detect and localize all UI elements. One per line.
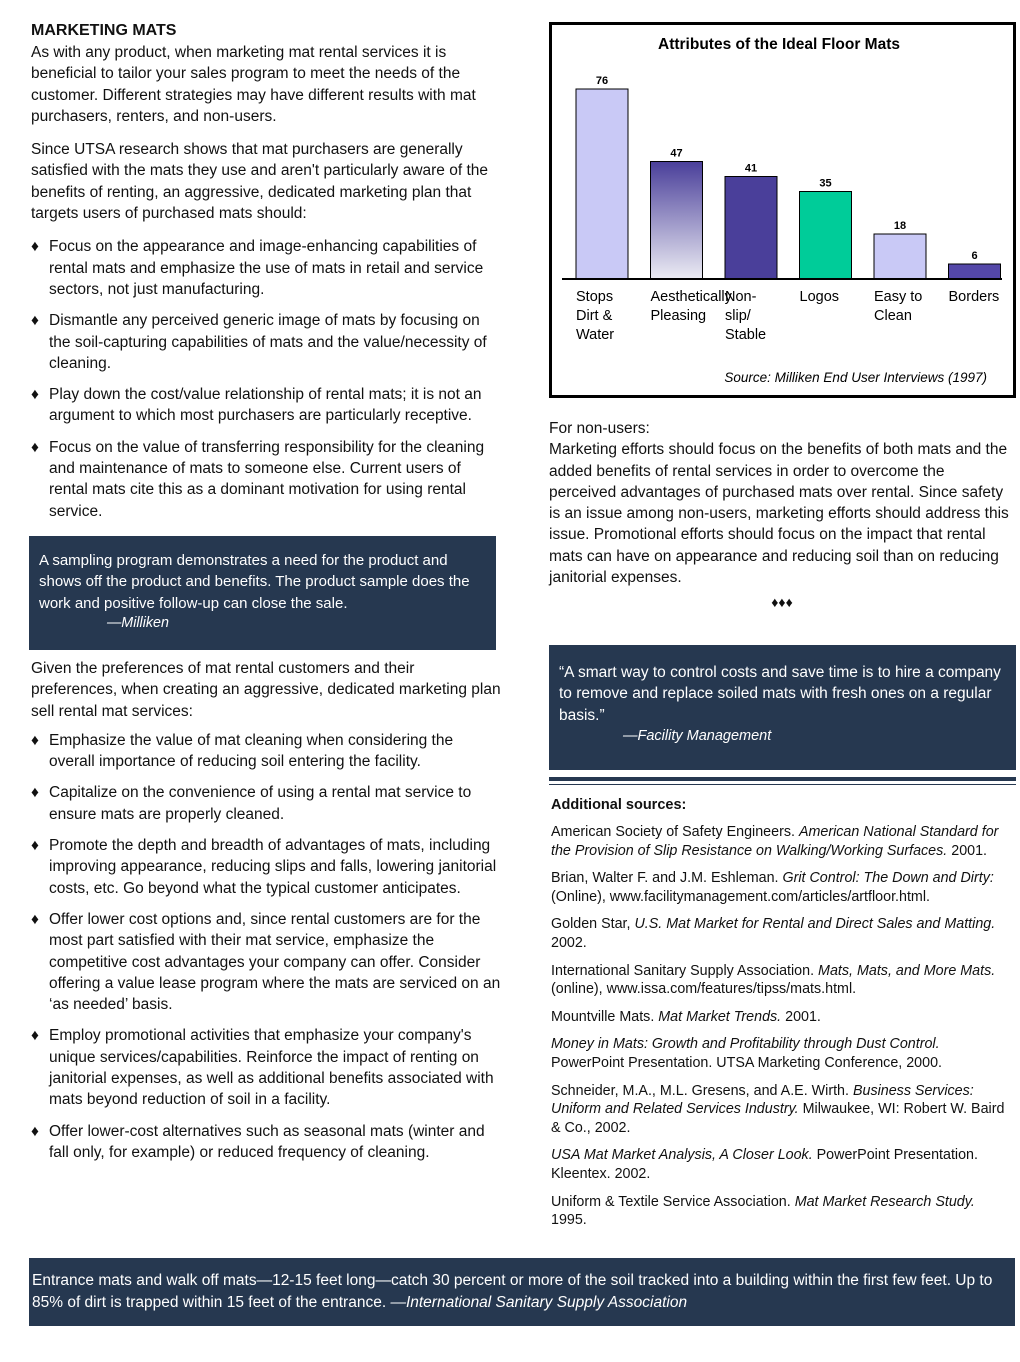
- source-entry: [551, 1082, 1014, 1138]
- bullet-item: [31, 384, 501, 427]
- bullet-item: [31, 437, 501, 522]
- bullet-item: [31, 730, 501, 773]
- chart-category-label: Stops Dirt & Water: [576, 289, 615, 343]
- source-title: USA Mat Market Analysis, A Closer Look.: [551, 1147, 813, 1164]
- chart-title: Attributes of the Ideal Floor Mats: [658, 36, 900, 53]
- bullet-diamond-icon: ♦: [31, 784, 39, 802]
- sources-section: [551, 795, 1014, 1239]
- bullet-item: [31, 1121, 501, 1164]
- chart-source: Source: Milliken End User Interviews (1997): [724, 370, 987, 385]
- purchaser-bullet-list: [31, 236, 501, 522]
- source-author: International Sanitary Supply Association.: [551, 962, 819, 979]
- source-details: PowerPoint Presentation. Kleentex. 2002.: [551, 1147, 978, 1182]
- source-title: American National Standard for the Provision of Slip Resistance on Walking/Working Surfaces.: [551, 824, 999, 859]
- bullet-diamond-icon: ♦: [31, 438, 39, 456]
- bullet-item: [31, 835, 501, 899]
- source-title: Business Services: Uniform and Related Services Industry.: [551, 1082, 974, 1118]
- bullet-item: [31, 909, 501, 1015]
- bullet-text: Focus on the value of transferring responsibility for the cleaning and maintenance of mats to someone else. Current users of rental mats cite this as a dominant motivation for using rental service.: [49, 438, 485, 520]
- facility-management-quote-box: [549, 645, 1016, 770]
- chart-category-label: Aesthetically Pleasing: [650, 289, 732, 324]
- source-title: Mat Market Trends.: [658, 1008, 782, 1025]
- bullet-text: Capitalize on the convenience of using a rental mat service to ensure mats are properly cleaned.: [49, 784, 472, 823]
- bullet-text: Promote the depth and breadth of advantages of mats, including improving appearance, reducing slips and falls, lowering janitorial costs, etc. Go beyond what the typical customer anticipates.: [49, 837, 497, 897]
- milliken-quote-attribution: —Milliken: [107, 614, 169, 631]
- bullet-text: Focus on the appearance and image-enhancing capabilities of rental mats and emphasize the use of mats in retail and service sectors, not just manufacturing.: [49, 238, 484, 298]
- chart-bar: [800, 192, 852, 280]
- chart-data-label: 76: [595, 75, 609, 87]
- footer-fact-box: [29, 1258, 1015, 1326]
- source-entry: [551, 1008, 1014, 1027]
- source-entry: [551, 915, 1014, 952]
- bullet-diamond-icon: ♦: [31, 386, 39, 404]
- source-details: (Online), www.facilitymanagement.com/articles/artfloor.html.: [551, 888, 930, 905]
- source-title: Grit Control: The Down and Dirty:: [782, 870, 994, 887]
- bullet-item: [31, 1025, 501, 1110]
- source-entry: [551, 1193, 1014, 1230]
- source-details: Milwaukee, WI: Robert W. Baird & Co., 2002.: [551, 1101, 1005, 1136]
- footer-attribution: —International Sanitary Supply Association: [390, 1293, 688, 1311]
- bullet-text: Dismantle any perceived generic image of mats by focusing on the soil-capturing capabilities of mats and the value/necessity of cleaning.: [49, 312, 487, 372]
- chart-bar: [651, 162, 703, 280]
- source-details: 2002.: [551, 934, 587, 951]
- nonusers-heading: For non-users:: [549, 420, 650, 437]
- section-title: MARKETING MATS: [31, 22, 177, 39]
- chart-category-label: Logos: [799, 289, 840, 305]
- bar-chart: [549, 22, 1016, 398]
- chart-data-label: 41: [744, 162, 758, 175]
- bullet-text: Play down the cost/value relationship of rental mats; it is not an argument to which most purchasers are particularly receptive.: [49, 386, 482, 425]
- source-author: American Society of Safety Engineers.: [551, 824, 799, 840]
- bullet-diamond-icon: ♦: [31, 1027, 39, 1045]
- source-author: Schneider, M.A., M.L. Gresens, and A.E. Wirth.: [551, 1082, 853, 1099]
- source-title: U.S. Mat Market for Rental and Direct Sales and Matting.: [634, 916, 996, 933]
- bullet-diamond-icon: ♦: [31, 910, 39, 928]
- source-details: PowerPoint Presentation. UTSA Marketing Conference, 2000.: [551, 1054, 942, 1071]
- bullet-text: Offer lower cost options and, since rental customers are for the most part satisfied with their mat service, emphasize the competitive cost advantages your company can offer. Consider offering a value lease program where the mats are serviced on an ‘as needed’ basis.: [49, 910, 501, 1014]
- source-author: Brian, Walter F. and J.M. Eshleman.: [551, 870, 783, 887]
- chart-data-label: 47: [670, 147, 683, 160]
- intro-paragraph: As with any product, when marketing mat rental services it is beneficial to tailor your sales program to meet the needs of the customer. Different strategies may have different results with mat purchasers, renters, and non-users.: [31, 44, 476, 125]
- source-author: Golden Star,: [551, 916, 635, 933]
- facility-quote-text: “A smart way to control costs and save time is to hire a company to remove and replace soiled mats with fresh ones on a regular basis.”: [559, 664, 1001, 724]
- footer-text: Entrance mats and walk off mats—12-15 feet long—catch 30 percent or more of the soil tracked into a building within the first few feet. Up to 85% of dirt is trapped within 15 feet of the entrance.: [32, 1272, 993, 1311]
- source-author: Uniform & Textile Service Association.: [551, 1193, 795, 1210]
- bullet-diamond-icon: ♦: [31, 1122, 39, 1140]
- chart-bar: [949, 264, 1001, 279]
- renters-paragraph: Given the preferences of mat rental customers and their preferences, when creating an aggressive, dedicated marketing plan sell rental mat services:: [31, 659, 501, 720]
- bullet-diamond-icon: ♦: [31, 731, 39, 749]
- chart-svg: [552, 25, 1013, 395]
- source-details: (online), www.issa.com/features/tipss/mats.html.: [551, 981, 857, 998]
- bullet-item: [31, 236, 501, 300]
- source-entry: [551, 1146, 1014, 1183]
- chart-bar: [725, 177, 777, 280]
- chart-data-label: 6: [971, 250, 978, 262]
- source-title: Money in Mats: Growth and Profitability through Dust Control.: [551, 1036, 940, 1053]
- source-entry: [551, 962, 1014, 999]
- chart-category-label: Non-slip/ Stable: [725, 289, 767, 343]
- facility-quote-attribution: —Facility Management: [623, 727, 772, 744]
- chart-bar: [576, 89, 628, 279]
- bullet-text: Offer lower-cost alternatives such as seasonal mats (winter and fall only, for example) or reduced frequency of cleaning.: [49, 1122, 485, 1161]
- source-entry: [551, 823, 1014, 860]
- bullet-diamond-icon: ♦: [31, 238, 39, 256]
- nonusers-paragraph: Marketing efforts should focus on the benefits of both mats and the added benefits of rental services in order to overcome the perceived advantages of purchased mats over rental. Since safety is an issue among non-users, marketing efforts should address this issue. Promotional efforts should focus on the impact that rental mats can have on appearance and reducing soil than on reducing janitorial expenses.: [549, 441, 1009, 587]
- milliken-quote-box: [29, 536, 496, 650]
- bullet-text: Employ promotional activities that emphasize your company's unique services/capabilities. Reinforce the impact of renting on janitorial expenses, as well as additional benefits associated with mats beyond reduction of soil in a facility.: [49, 1027, 494, 1109]
- left-column: [31, 20, 501, 1163]
- diamond-separator: ♦♦♦: [771, 594, 793, 611]
- bullet-item: [31, 782, 501, 825]
- chart-category-label: Easy to Clean: [874, 289, 923, 324]
- source-author: Mountville Mats.: [551, 1008, 659, 1025]
- right-column: [549, 418, 1015, 612]
- source-details: 1995.: [551, 1212, 587, 1229]
- source-details: 2001.: [781, 1008, 821, 1025]
- purchasers-paragraph: Since UTSA research shows that mat purchasers are generally satisfied with the mats they use and aren't particularly aware of the benefits of renting, an aggressive, dedicated marketing plan that targets users of purchased mats should:: [31, 141, 489, 223]
- bullet-diamond-icon: ♦: [31, 312, 39, 330]
- source-entry: [551, 869, 1014, 906]
- bullet-item: [31, 310, 501, 374]
- renter-bullet-list: [31, 730, 501, 1163]
- source-details: 2001.: [947, 842, 988, 859]
- chart-bar: [874, 234, 926, 279]
- chart-category-label: Borders: [948, 289, 1000, 305]
- source-entry: [551, 1035, 1014, 1072]
- sources-list: [551, 823, 1014, 1230]
- milliken-quote-text: A sampling program demonstrates a need for the product and shows off the product and benefits. The product sample does the work and positive follow-up can close the sale.: [39, 551, 470, 612]
- chart-data-label: 35: [819, 177, 832, 190]
- chart-data-label: 18: [893, 220, 907, 232]
- source-title: Mats, Mats, and More Mats.: [818, 962, 996, 979]
- bullet-diamond-icon: ♦: [31, 837, 39, 855]
- source-title: Mat Market Research Study.: [794, 1193, 975, 1210]
- sources-heading: Additional sources:: [551, 797, 687, 813]
- bullet-text: Emphasize the value of mat cleaning when considering the overall importance of reducing soil entering the facility.: [49, 731, 454, 771]
- double-rule-thin: [549, 784, 1016, 785]
- double-rule: [549, 777, 1016, 781]
